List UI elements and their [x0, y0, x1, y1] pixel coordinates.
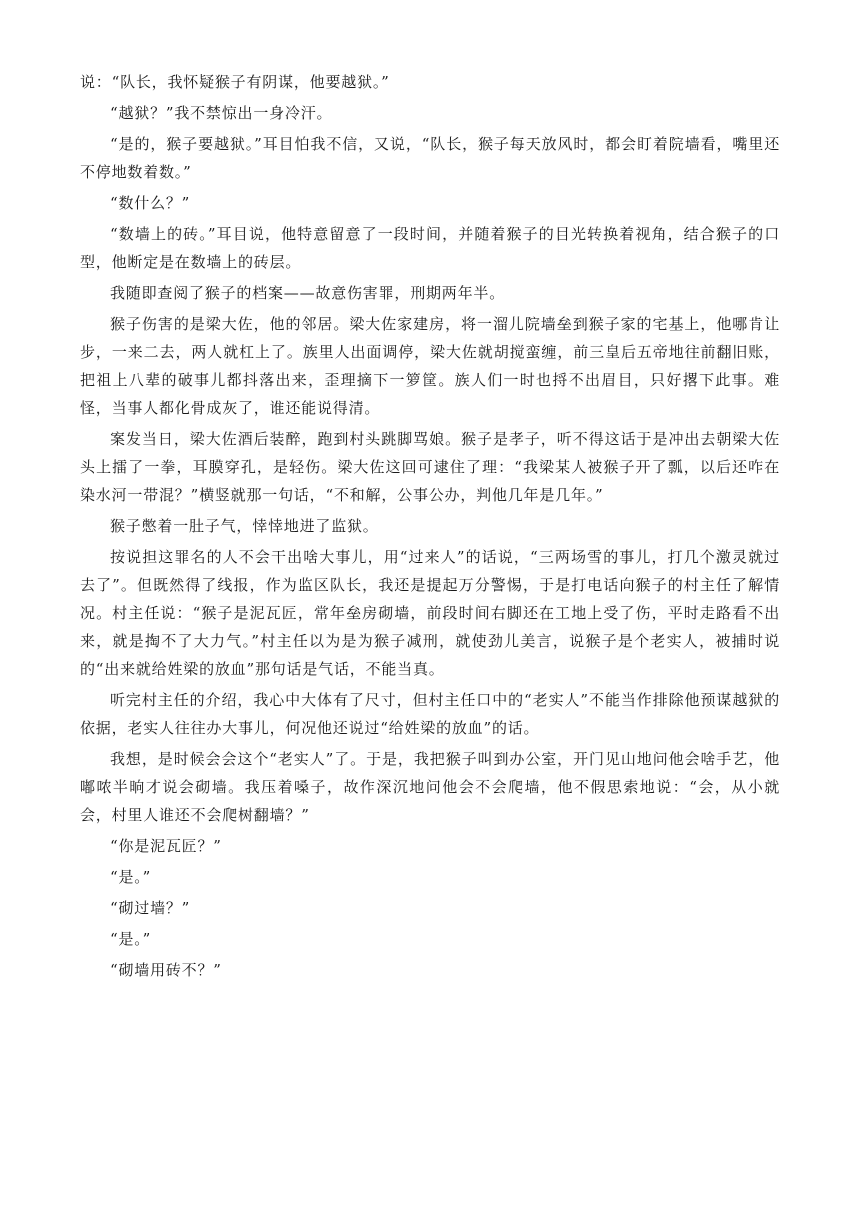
paragraph: 按说担这罪名的人不会干出啥大事儿，用“过来人”的话说，“三两场雪的事儿，打几个激灵就过去了”。但既然得了线报，作为监区队长，我还是提起万分警惕，于是打电话向猴子的村主任了解情况。村主任说：“猴子是泥瓦匠，常年垒房砌墙，前段时间右脚还在工地上受了伤，平时走路看不出来，就是掏不了大力气。”村主任以为是为猴子减刑，就使劲儿美言，说猴子是个老实人，被捕时说的“出来就给姓梁的放血”那句话是气话，不能当真。	[80, 548, 780, 678]
paragraph: “砌墙用砖不？”	[110, 961, 222, 979]
paragraph: “数什么？”	[110, 194, 191, 212]
paragraph: 猴子憋着一肚子气，悻悻地进了监狱。	[110, 517, 379, 535]
paragraph: “是。”	[110, 930, 152, 948]
paragraph: 听完村主任的介绍，我心中大体有了尺寸，但村主任口中的“老实人”不能当作排除他预谋越狱的依据，老实人往往办大事儿，何况他还说过“给姓梁的放血”的话。	[80, 691, 780, 737]
paragraph: 说：“队长，我怀疑猴子有阴谋，他要越狱。”	[80, 73, 390, 91]
paragraph: 我想，是时候会会这个“老实人”了。于是，我把猴子叫到办公室，开门见山地问他会啥手艺，他嘟哝半晌才说会砌墙。我压着嗓子，故作深沉地问他会不会爬墙，他不假思索地说：“会，从小就会，村里人谁还不会爬树翻墙？”	[80, 750, 780, 824]
paragraph: “越狱？”我不禁惊出一身冷汗。	[110, 104, 333, 122]
paragraph: “砌过墙？”	[110, 899, 191, 917]
document-page	[80, 68, 780, 987]
paragraph: “数墙上的砖。”耳目说，他特意留意了一段时间，并随着猴子的目光转换着视角，结合猴子的口型，他断定是在数墙上的砖层。	[80, 225, 780, 271]
paragraph: “你是泥瓦匠？”	[110, 837, 222, 855]
paragraph: “是的，猴子要越狱。”耳目怕我不信，又说，“队长，猴子每天放风时，都会盯着院墙看，嘴里还不停地数着数。”	[80, 135, 780, 181]
paragraph: 案发当日，梁大佐酒后装醉，跑到村头跳脚骂娘。猴子是孝子，听不得这话于是冲出去朝梁大佐头上擂了一拳，耳膜穿孔，是轻伤。梁大佐这回可逮住了理：“我梁某人被猴子开了瓢，以后还咋在染水河一带混？”横竖就那一句话，“不和解，公事公办，判他几年是几年。”	[80, 430, 780, 504]
paragraph: 猴子伤害的是梁大佐，他的邻居。梁大佐家建房，将一溜儿院墙垒到猴子家的宅基上，他哪肯让步，一来二去，两人就杠上了。族里人出面调停，梁大佐就胡搅蛮缠，前三皇后五帝地往前翻旧账，把祖上八辈的破事儿都抖落出来，歪理摘下一箩筐。族人们一时也捋不出眉目，只好撂下此事。难怪，当事人都化骨成灰了，谁还能说得清。	[80, 315, 780, 417]
paragraph: “是。”	[110, 868, 152, 886]
paragraph: 我随即查阅了猴子的档案——故意伤害罪，刑期两年半。	[110, 284, 506, 302]
